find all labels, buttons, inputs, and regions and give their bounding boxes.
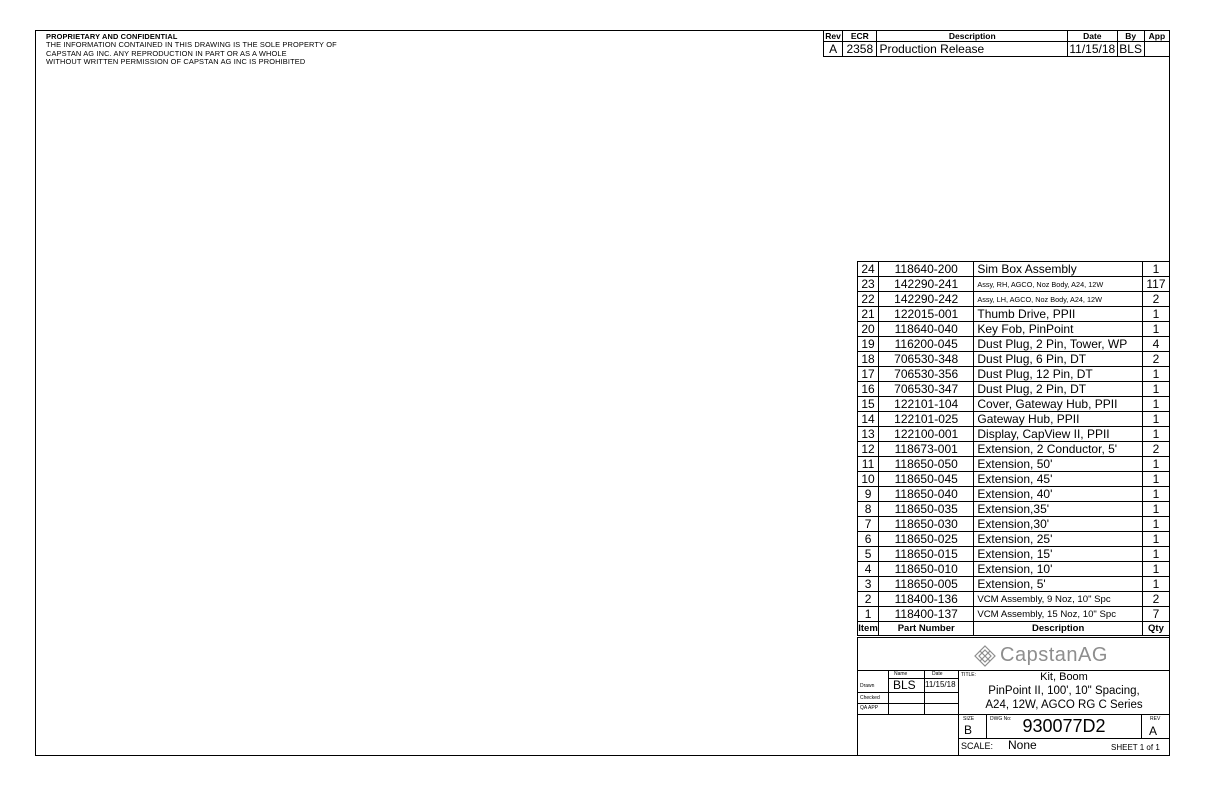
bom-description: Extension, 40' xyxy=(974,487,1143,502)
bom-item: 7 xyxy=(858,517,879,532)
rev-label: REV xyxy=(1150,716,1161,722)
bom-description: Extension, 25' xyxy=(974,532,1143,547)
ecr-value: 2358 xyxy=(843,42,877,57)
drawn-date: 11/15/18 xyxy=(925,680,956,689)
bom-description: Assy, LH, AGCO, Noz Body, A24, 12W xyxy=(974,292,1143,307)
bom-description: Extension, 2 Conductor, 5' xyxy=(974,442,1143,457)
bom-item: 21 xyxy=(858,307,879,322)
proprietary-line: THE INFORMATION CONTAINED IN THIS DRAWING IS THE SOLE PROPERTY OF xyxy=(46,40,337,50)
bom-description: Cover, Gateway Hub, PPII xyxy=(974,397,1143,412)
bom-qty: 1 xyxy=(1142,367,1169,382)
bom-description: Extension,30' xyxy=(974,517,1143,532)
capstan-diamond-icon xyxy=(974,645,996,667)
bom-part-number: 122015-001 xyxy=(879,307,974,322)
bom-item: 5 xyxy=(858,547,879,562)
bom-part-number: 118650-035 xyxy=(879,502,974,517)
bom-part-number: 118640-200 xyxy=(879,262,974,277)
bom-item: 20 xyxy=(858,322,879,337)
bom-description: Display, CapView II, PPII xyxy=(974,427,1143,442)
drawn-name: BLS xyxy=(893,678,916,692)
bom-row xyxy=(858,352,1170,367)
size-label: SIZE xyxy=(963,716,975,722)
bom-description: Extension, 10' xyxy=(974,562,1143,577)
ecr-header: ECR xyxy=(843,31,877,42)
rev-header: Rev xyxy=(825,30,841,41)
bom-part-number: 706530-356 xyxy=(879,367,974,382)
bom-part-number: 122101-104 xyxy=(879,397,974,412)
bom-row xyxy=(858,427,1170,442)
bom-header-row xyxy=(858,622,1170,636)
revision-table xyxy=(823,30,1170,57)
bom-description: Dust Plug, 2 Pin, DT xyxy=(974,382,1143,397)
description-header: Description xyxy=(877,31,1068,42)
bom-item: 13 xyxy=(858,427,879,442)
title-line: A24, 12W, AGCO RG C Series xyxy=(985,699,1143,711)
bill-of-materials xyxy=(857,261,1170,636)
bom-row xyxy=(858,262,1170,277)
bom-description: Extension, 15' xyxy=(974,547,1143,562)
divider xyxy=(1141,714,1142,738)
bom-row xyxy=(858,322,1170,337)
bom-description: Assy, RH, AGCO, Noz Body, A24, 12W xyxy=(974,277,1143,292)
bom-item: 6 xyxy=(858,532,879,547)
app-header: App xyxy=(1144,31,1169,42)
bom-row xyxy=(858,607,1170,622)
bom-qty: 1 xyxy=(1142,322,1169,337)
bom-item: 16 xyxy=(858,382,879,397)
bom-row xyxy=(858,472,1170,487)
bom-item: 22 xyxy=(858,292,879,307)
bom-part-number: 118650-030 xyxy=(879,517,974,532)
bom-row xyxy=(858,307,1170,322)
bom-row xyxy=(858,382,1170,397)
bom-row xyxy=(858,577,1170,592)
proprietary-notice xyxy=(46,33,337,66)
bom-row xyxy=(858,457,1170,472)
proprietary-line: WITHOUT WRITTEN PERMISSION OF CAPSTAN AG INC IS PROHIBITED xyxy=(46,56,306,66)
bom-qty: 1 xyxy=(1142,562,1169,577)
bom-qty: 2 xyxy=(1142,592,1169,607)
title-block xyxy=(857,637,1170,756)
bom-item: 8 xyxy=(858,502,879,517)
bom-part-number: 706530-348 xyxy=(879,352,974,367)
bom-qty: 1 xyxy=(1142,427,1169,442)
logo-wordmark: CapstanAG xyxy=(1000,644,1108,666)
bom-row xyxy=(858,442,1170,457)
name-label: Name xyxy=(894,671,908,677)
bom-row xyxy=(858,397,1170,412)
bom-row xyxy=(858,562,1170,577)
bom-part-number: 118650-050 xyxy=(879,457,974,472)
rev-value: A xyxy=(824,42,843,57)
bom-row xyxy=(858,517,1170,532)
bom-qty: 1 xyxy=(1142,577,1169,592)
bom-item: 17 xyxy=(858,367,879,382)
bom-part-number: 116200-045 xyxy=(879,337,974,352)
bom-row xyxy=(858,547,1170,562)
bom-description: Extension,35' xyxy=(974,502,1143,517)
divider xyxy=(858,692,958,693)
scale-value: None xyxy=(1008,738,1037,752)
bom-item: 18 xyxy=(858,352,879,367)
bom-part-number: 118650-045 xyxy=(879,472,974,487)
bom-row xyxy=(858,532,1170,547)
bom-qty: 1 xyxy=(1142,457,1169,472)
title-line: Kit, Boom xyxy=(1040,671,1088,683)
bom-part-number: 122100-001 xyxy=(879,427,974,442)
bom-qty: 117 xyxy=(1142,277,1169,292)
bom-part-number: 118673-001 xyxy=(879,442,974,457)
bom-part-number: 118650-005 xyxy=(879,577,974,592)
revision-row xyxy=(824,42,1170,57)
bom-part-number: 118650-040 xyxy=(879,487,974,502)
bom-item: 11 xyxy=(858,457,879,472)
bom-qty: 1 xyxy=(1142,487,1169,502)
date-label: Date xyxy=(932,671,943,677)
bom-qty: 1 xyxy=(1142,307,1169,322)
revision-header-row xyxy=(824,31,1170,42)
bom-qty: 4 xyxy=(1142,337,1169,352)
bom-row xyxy=(858,337,1170,352)
bom-description: Dust Plug, 2 Pin, Tower, WP xyxy=(974,337,1143,352)
bom-qty: 1 xyxy=(1142,397,1169,412)
bom-description: Dust Plug, 12 Pin, DT xyxy=(974,367,1143,382)
app-value xyxy=(1144,42,1169,57)
bom-description: Extension, 45' xyxy=(974,472,1143,487)
bom-part-number: 142290-241 xyxy=(879,277,974,292)
bom-item: 10 xyxy=(858,472,879,487)
by-value: BLS xyxy=(1117,42,1144,57)
description-value: Production Release xyxy=(877,42,1068,57)
proprietary-title: PROPRIETARY AND CONFIDENTIAL xyxy=(46,32,178,41)
bom-part-number: 122101-025 xyxy=(879,412,974,427)
bom-part-number: 142290-242 xyxy=(879,292,974,307)
bom-item: 3 xyxy=(858,577,879,592)
bom-item: 19 xyxy=(858,337,879,352)
bom-qty: 1 xyxy=(1142,472,1169,487)
proprietary-line: CAPSTAN AG INC. ANY REPRODUCTION IN PART OR AS A WHOLE xyxy=(46,48,287,58)
rev-value: A xyxy=(1149,724,1158,738)
bom-description: Extension, 50' xyxy=(974,457,1143,472)
bom-qty: 1 xyxy=(1142,532,1169,547)
bom-qty: 1 xyxy=(1142,517,1169,532)
bom-qty: 1 xyxy=(1142,502,1169,517)
bom-row xyxy=(858,487,1170,502)
bom-description: Thumb Drive, PPII xyxy=(974,307,1143,322)
bom-item: 4 xyxy=(858,562,879,577)
bom-part-number: 118650-025 xyxy=(879,532,974,547)
bom-part-number: 118640-040 xyxy=(879,322,974,337)
bom-row xyxy=(858,502,1170,517)
title-label: TITLE: xyxy=(961,672,977,678)
bom-item: 23 xyxy=(858,277,879,292)
by-header: By xyxy=(1117,31,1144,42)
bom-item: 9 xyxy=(858,487,879,502)
bom-item: 1 xyxy=(858,607,879,622)
bom-qty: 2 xyxy=(1142,292,1169,307)
divider xyxy=(958,738,1169,739)
bom-row xyxy=(858,277,1170,292)
bom-item: 24 xyxy=(858,262,879,277)
title-line: PinPoint II, 100', 10" Spacing, xyxy=(988,685,1140,697)
bom-description: VCM Assembly, 15 Noz, 10" Spc xyxy=(974,607,1143,622)
bom-description: Extension, 5' xyxy=(974,577,1143,592)
bom-row xyxy=(858,412,1170,427)
bom-qty: 1 xyxy=(1142,547,1169,562)
bom-row xyxy=(858,592,1170,607)
bom-description: Dust Plug, 6 Pin, DT xyxy=(974,352,1143,367)
bom-row xyxy=(858,367,1170,382)
date-header: Date xyxy=(1068,31,1117,42)
drawn-label: Drawn xyxy=(860,683,875,689)
description-header: Description xyxy=(974,622,1143,636)
sheet-label: SHEET 1 of 1 xyxy=(1111,743,1160,752)
bom-item: 15 xyxy=(858,397,879,412)
bom-qty: 1 xyxy=(1142,382,1169,397)
bom-qty: 1 xyxy=(1142,412,1169,427)
date-value: 11/15/18 xyxy=(1069,41,1116,56)
item-header: Item xyxy=(858,622,878,634)
bom-part-number: 118650-010 xyxy=(879,562,974,577)
bom-description: Gateway Hub, PPII xyxy=(974,412,1143,427)
scale-label: SCALE: xyxy=(961,741,994,751)
divider xyxy=(858,714,1169,715)
bom-part-number: 118400-137 xyxy=(879,607,974,622)
divider xyxy=(858,703,958,704)
qa-label: QA APP xyxy=(860,705,879,711)
company-logo xyxy=(974,644,1108,667)
bom-description: Sim Box Assembly xyxy=(974,262,1143,277)
bom-row xyxy=(858,292,1170,307)
dwg-label: DWG No: xyxy=(990,716,1012,722)
checked-label: Checked xyxy=(860,695,880,701)
bom-qty: 2 xyxy=(1142,352,1169,367)
bom-qty: 1 xyxy=(1142,262,1169,277)
bom-item: 12 xyxy=(858,442,879,457)
bom-item: 14 xyxy=(858,412,879,427)
bom-item: 2 xyxy=(858,592,879,607)
qty-header: Qty xyxy=(1142,622,1169,636)
size-value: B xyxy=(964,723,973,737)
bom-part-number: 118650-015 xyxy=(879,547,974,562)
bom-part-number: 118400-136 xyxy=(879,592,974,607)
bom-description: VCM Assembly, 9 Noz, 10" Spc xyxy=(974,592,1143,607)
bom-qty: 7 xyxy=(1142,607,1169,622)
bom-qty: 2 xyxy=(1142,442,1169,457)
bom-part-number: 706530-347 xyxy=(879,382,974,397)
drawing-number: 930077D2 xyxy=(1022,716,1106,736)
part-number-header: Part Number xyxy=(879,622,974,636)
bom-description: Key Fob, PinPoint xyxy=(974,322,1143,337)
